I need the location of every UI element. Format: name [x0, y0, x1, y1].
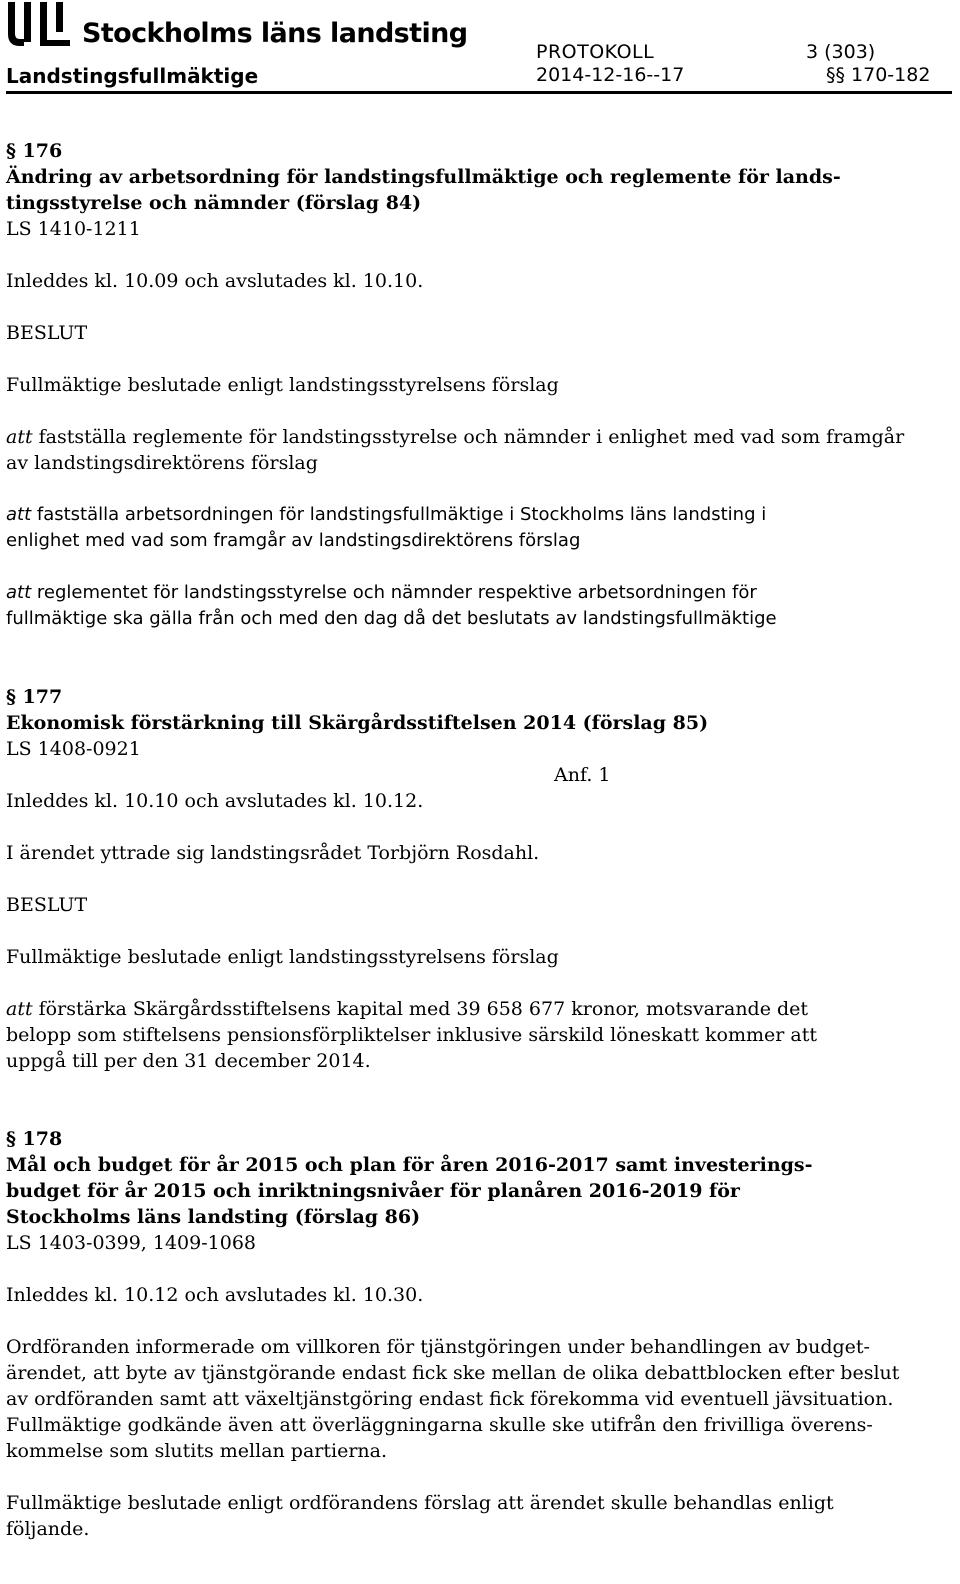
paragraph-range: §§ 170-182 — [826, 64, 931, 86]
att-word: att — [6, 504, 32, 525]
attachment-note: Anf. 1 — [554, 764, 611, 786]
timing: Inleddes kl. 10.09 och avslutades kl. 10.10. — [6, 270, 424, 292]
section-number: § 178 — [6, 1128, 63, 1150]
att-clause: att förstärka Skärgårdsstiftelsens kapital med 39 658 677 kronor, motsvarande det — [6, 998, 809, 1020]
chair-info: Ordföranden informerade om villkoren för tjänstgöringen under behandlingen av budget- — [6, 1336, 870, 1358]
speaker-note: I ärendet yttrade sig landstingsrådet Torbjörn Rosdahl. — [6, 842, 540, 864]
section-title: budget för år 2015 och inriktningsnivåer för planåren 2016-2019 för — [6, 1180, 740, 1202]
att-clause: att fastställa arbetsordningen för landstingsfullmäktige i Stockholms läns landsting i — [6, 504, 767, 525]
att-clause-cont: belopp som stiftelsens pensionsförpliktelser inklusive särskild löneskatt kommer att — [6, 1024, 817, 1046]
case-reference: LS 1403-0399, 1409-1068 — [6, 1232, 257, 1254]
section-title: tingsstyrelse och nämnder (förslag 84) — [6, 192, 422, 214]
att-clause-cont: enlighet med vad som framgår av landstingsdirektörens förslag — [6, 530, 581, 551]
att-clause-cont: av landstingsdirektörens förslag — [6, 452, 318, 474]
county-logo — [6, 2, 76, 48]
section-number: § 177 — [6, 686, 63, 708]
section-title: Mål och budget för år 2015 och plan för åren 2016-2017 samt investerings- — [6, 1154, 813, 1176]
section-176 — [6, 138, 954, 632]
case-reference: LS 1410-1211 — [6, 218, 141, 240]
decision-text: Fullmäktige beslutade enligt ordförandens förslag att ärendet skulle behandlas enligt — [6, 1492, 834, 1514]
decision-intro: Fullmäktige beslutade enligt landstingsstyrelsens förslag — [6, 374, 559, 396]
assembly-name: Landstingsfullmäktige — [6, 64, 259, 88]
section-title: Ändring av arbetsordning för landstingsfullmäktige och reglemente för lands- — [6, 166, 841, 188]
section-177 — [6, 684, 954, 1074]
header-rule — [6, 91, 952, 94]
timing: Inleddes kl. 10.12 och avslutades kl. 10.30. — [6, 1284, 424, 1306]
att-clause-cont: fullmäktige ska gälla från och med den dag då det beslutats av landstingsfullmäktige — [6, 608, 777, 629]
organization-name: Stockholms läns landsting — [82, 18, 468, 49]
att-word: att — [6, 998, 33, 1020]
decision-text: följande. — [6, 1518, 90, 1540]
decision-intro: Fullmäktige beslutade enligt landstingsstyrelsens förslag — [6, 946, 559, 968]
decision-heading: BESLUT — [6, 894, 88, 916]
section-title: Ekonomisk förstärkning till Skärgårdsstiftelsen 2014 (förslag 85) — [6, 712, 709, 734]
att-word: att — [6, 426, 33, 448]
att-clause-cont: uppgå till per den 31 december 2014. — [6, 1050, 371, 1072]
document-type: PROTOKOLL — [536, 41, 655, 63]
case-reference: LS 1408-0921 — [6, 738, 141, 760]
section-178 — [6, 1126, 954, 1542]
chair-info: kommelse som slutits mellan partierna. — [6, 1440, 388, 1462]
timing: Inleddes kl. 10.10 och avslutades kl. 10.12. — [6, 790, 424, 812]
att-clause: att fastställa reglemente för landstingsstyrelse och nämnder i enlighet med vad som framgår — [6, 426, 905, 448]
section-title: Stockholms läns landsting (förslag 86) — [6, 1206, 421, 1228]
document-date: 2014-12-16--17 — [536, 64, 685, 86]
section-number: § 176 — [6, 140, 63, 162]
chair-info: av ordföranden samt att växeltjänstgöring endast fick förekomma vid eventuell jävsituation. — [6, 1388, 894, 1410]
att-clause: att reglementet för landstingsstyrelse och nämnder respektive arbetsordningen för — [6, 582, 757, 603]
chair-info: ärendet, att byte av tjänstgörande endast fick ske mellan de olika debattblocken efter beslut — [6, 1362, 900, 1384]
att-word: att — [6, 582, 32, 603]
page-number: 3 (303) — [806, 41, 876, 63]
protocol-content — [6, 138, 954, 1542]
decision-heading: BESLUT — [6, 322, 88, 344]
chair-info: Fullmäktige godkände även att överläggningarna skulle ske utifrån den frivilliga överens- — [6, 1414, 873, 1436]
